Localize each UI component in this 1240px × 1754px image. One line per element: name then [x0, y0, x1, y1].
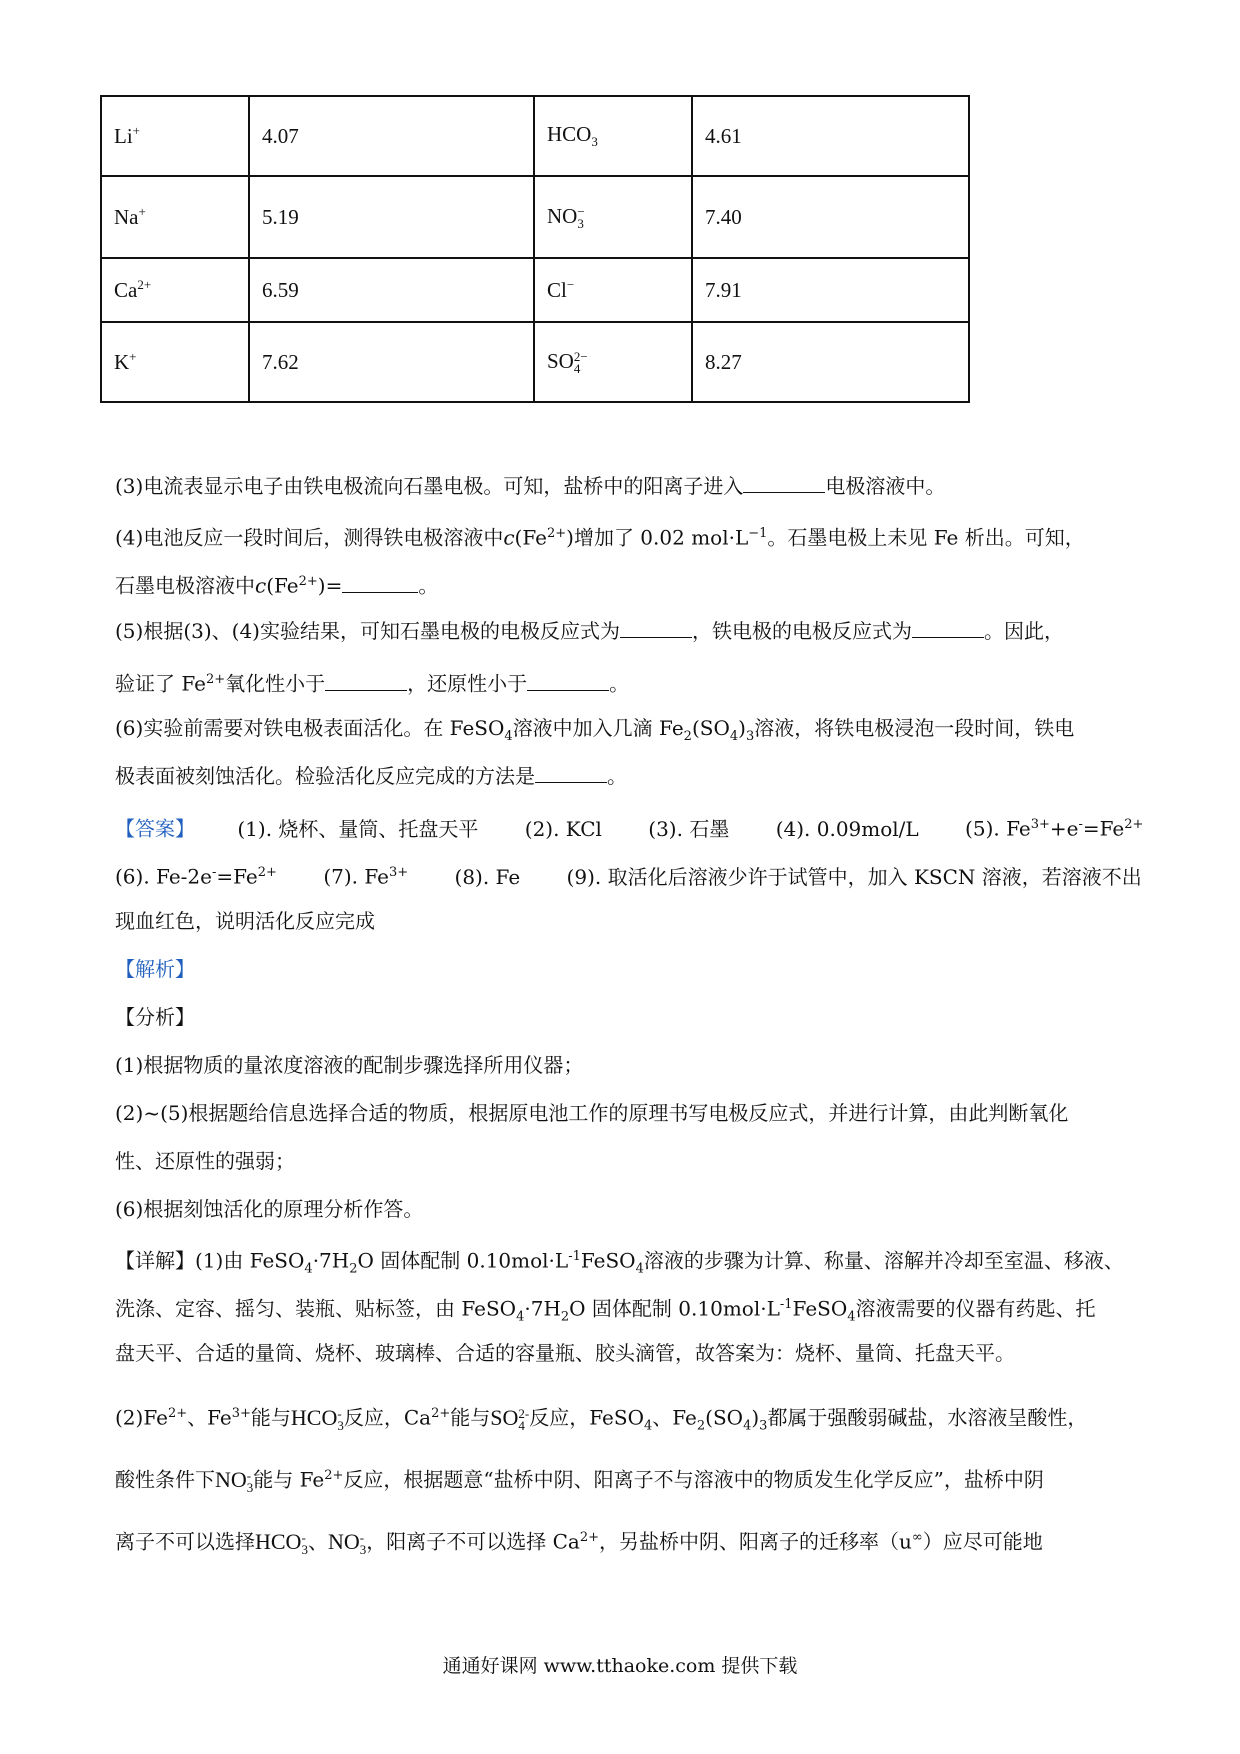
hco3-formula: HCO - 3 [255, 1528, 308, 1557]
anion-value: 8.27 [692, 322, 969, 402]
detail-line-6: 离子不可以选择HCO - 3 、NO - 3 ，阳离子不可以选择 $Ca^{2+}$，另盐桥中阴、阳离子的迁移率（u∞）应尽可能地 [115, 1528, 1043, 1557]
no3-formula: NO - 3 [327, 1528, 367, 1557]
cation-charge: + [129, 349, 137, 364]
analysis-2-line-2: 性、还原性的强弱； [115, 1149, 295, 1173]
answer-blank [620, 617, 692, 638]
answer-line-1 [115, 811, 1144, 843]
answer-item: (2). KCl [524, 816, 602, 841]
anion-charge: − [566, 277, 575, 292]
analysis-2-line-1: (2)~(5)根据题给信息选择合适的物质，根据原电池工作的原理书写电极反应式，并进行计算，由此判断氧化 [115, 1101, 1069, 1125]
table-row [101, 176, 969, 258]
fenxi-label: 【分析】 [115, 1005, 195, 1029]
detail-line-4: $(2)Fe^{2+}$、$Fe^{3+}$能与HCO - 3 反应，$Ca^{2+}$能与SO 2- 4 反应，FeSO$_4$、$Fe_2(SO_4)_3$都属于强酸弱碱盐，水溶液呈酸性， [115, 1404, 1088, 1434]
cation-name: Ca [114, 278, 138, 302]
answer-blank [527, 670, 609, 691]
answer-blank [325, 670, 407, 691]
analysis-3: (6)根据刻蚀活化的原理分析作答。 [115, 1197, 424, 1221]
anion-charge-stack: 2− 4 [573, 349, 588, 377]
answer-item: (4). 0.09mol/L [775, 816, 919, 841]
table-row [101, 258, 969, 322]
cation-name: Na [114, 205, 139, 229]
anion-value: 7.40 [692, 176, 969, 258]
answer-item: (3). 石墨 [648, 816, 730, 841]
anion-name: NO [547, 203, 578, 228]
anion-name: Cl [547, 278, 567, 302]
no3-formula: NO - 3 [215, 1466, 254, 1495]
anion-value: 4.61 [692, 96, 969, 176]
table-row [101, 96, 969, 176]
answer-line-3: 现血红色，说明活化反应完成 [115, 909, 375, 933]
answer-item: (1). 烧杯、量筒、托盘天平 [237, 816, 479, 841]
answer-label: 【答案】 [115, 816, 195, 841]
detail-line-2: 洗涤、定容、摇匀、装瓶、贴标签，由 $FeSO_4\cdot 7H_2O$ 固体配制 $0.10mol\cdot L^{-1}FeSO_4$溶液需要的仪器有药匙、托 [115, 1296, 1096, 1325]
cation-value: 4.07 [249, 96, 534, 176]
anion-charge-stack: − 3 [577, 204, 585, 232]
anion-name: SO [547, 348, 574, 373]
cation-value: 6.59 [249, 258, 534, 322]
cation-name: Li [114, 124, 133, 148]
answer-blank [912, 617, 984, 638]
so4-formula: SO 2- 4 [490, 1404, 530, 1433]
anion-name: HCO [547, 121, 592, 146]
analysis-1: (1)根据物质的量浓度溶液的配制步骤选择所用仪器； [115, 1053, 584, 1077]
question-3: (3)电流表显示电子由铁电极流向石墨电极。可知，盐桥中的阳离子进入 电极溶液中。 [115, 474, 946, 498]
cation-value: 5.19 [249, 176, 534, 258]
answer-blank [743, 472, 825, 493]
cation-charge: 2+ [137, 277, 152, 292]
question-6-line-2: 极表面被刻蚀活化。检验活化反应完成的方法是 。 [115, 764, 627, 788]
answer-item: (9). 取活化后溶液少许于试管中，加入 KSCN 溶液，若溶液不出 [566, 864, 1142, 889]
question-4-line-1: (4)电池反应一段时间后，测得铁电极溶液中$c(Fe^{2+})$增加了 0.02 $mol\cdot L^{-1}$。石墨电极上未见 Fe 析出。可知， [115, 525, 1085, 550]
answer-item: (8). Fe [454, 864, 521, 889]
cation-name: K [114, 350, 130, 374]
detail-line-3: 盘天平、合适的量筒、烧杯、玻璃棒、合适的容量瓶、胶头滴管，故答案为：烧杯、量筒、托盘天平。 [115, 1341, 1015, 1365]
detail-line-5: 酸性条件下NO - 3 能与 $Fe^{2+}$反应，根据题意“盐桥中阴、阳离子不与溶液中的物质发生化学反应”，盐桥中阴 [115, 1466, 1044, 1495]
question-4-line-2: 石墨电极溶液中$c(Fe^{2+})=$ 。 [115, 573, 439, 598]
question-5-line-1: (5)根据(3)、(4)实验结果，可知石墨电极的电极反应式为 ，铁电极的电极反应式为 。因此， [115, 619, 1064, 643]
anion-subscript: 3 [591, 134, 598, 150]
answer-item: (6). $Fe-2e^-=Fe^{2+}$ [115, 864, 277, 889]
page-footer: 通通好课网 www.tthaoke.com 提供下载 [442, 1655, 798, 1677]
jiexi-label: 【解析】 [115, 957, 195, 981]
cation-value: 7.62 [249, 322, 534, 402]
cation-charge: + [138, 204, 146, 219]
answer-blank [342, 572, 418, 593]
hco3-formula: HCO - 3 [290, 1404, 344, 1433]
cation-charge: + [132, 123, 141, 138]
answer-item: (5). $Fe^{3+}+e^-=Fe^{2+}$ [965, 816, 1144, 841]
answer-item: (7). $Fe^{3+}$ [323, 864, 409, 889]
answer-blank [535, 762, 607, 783]
anion-value: 7.91 [692, 258, 969, 322]
ion-mobility-table [100, 95, 970, 403]
question-6-line-1: (6)实验前需要对铁电极表面活化。在 FeSO$_4$溶液中加入几滴 $Fe_2(SO_4)_3$溶液，将铁电极浸泡一段时间，铁电 [115, 716, 1075, 744]
detail-label: 【详解】 [115, 1248, 195, 1273]
detail-line-1: 【详解】(1)由 $FeSO_4\cdot 7H_2O$ 固体配制 $0.10mol\cdot L^{-1}FeSO_4$溶液的步骤为计算、称量、溶解并冷却至室温、移液、 [115, 1248, 1124, 1277]
question-5-line-2: 验证了 $Fe^{2+}$氧化性小于 ，还原性小于 。 [115, 671, 630, 696]
table-row [101, 322, 969, 402]
answer-line-2 [115, 859, 1140, 891]
